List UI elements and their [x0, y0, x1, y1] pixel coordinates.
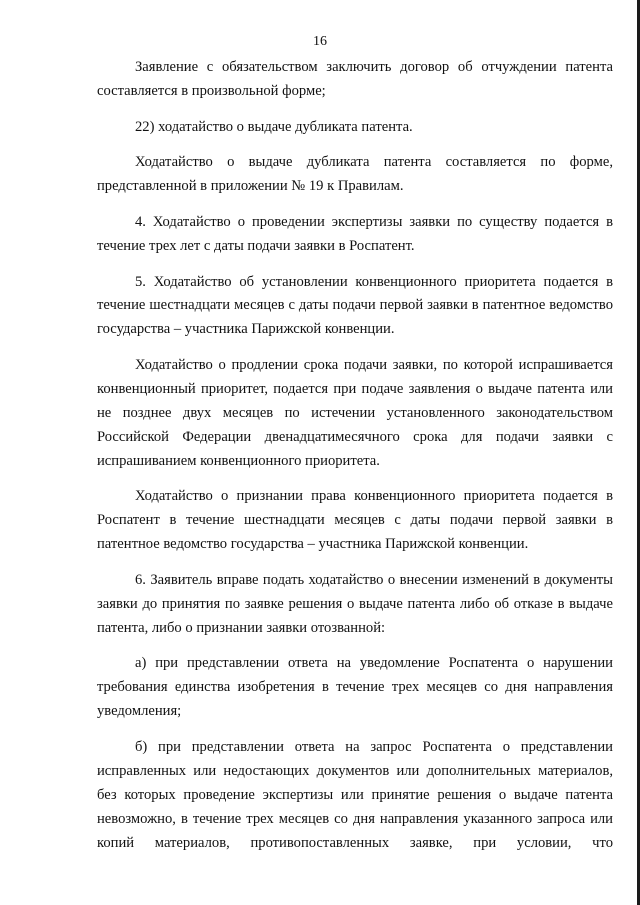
paragraph-4: 4. Ходатайство о проведении экспертизы заявки по существу подается в течение трех лет с даты подачи заявки в Роспатент.: [97, 213, 613, 254]
document-body: [97, 56, 613, 867]
paragraph-8: 6. Заявитель вправе подать ходатайство о внесении изменений в документы заявки до принятия по заявке решения о выдаче патента либо об отказе в выдаче патента, либо о признании заявки отозванной:: [97, 571, 613, 636]
paragraph-1: Заявление с обязательством заключить договор об отчуждении патента составляется в произвольной форме;: [97, 59, 613, 99]
paragraph-6: Ходатайство о продлении срока подачи заявки, по которой испрашивается конвенционный приоритет, подается при подаче заявления о выдаче патента или не позднее двух месяцев по истечении установленного законодательством Российской Федерации двенадцатимесячного срока для подачи заявки с испрашиванием конвенционного приоритета.: [97, 357, 613, 469]
paragraph-9: а) при представлении ответа на уведомление Роспатента о нарушении требования единства изобретения в течение трех месяцев со дня направления уведомления;: [97, 655, 613, 720]
page-number: 16: [313, 34, 327, 49]
paragraph-10: б) при представлении ответа на запрос Роспатента о представлении исправленных или недостающих документов или дополнительных материалов, без которых проведение экспертизы или принятие решения о выдаче патента невозможно, в течение трех месяцев со дня направления указанного запроса или копий материалов, противопоставленных заявке, при условии, что: [97, 738, 613, 851]
paragraph-5: 5. Ходатайство об установлении конвенционного приоритета подается в течение шестнадцати месяцев с даты подачи первой заявки в патентное ведомство государства – участника Парижской конвенции.: [97, 273, 613, 338]
paragraph-2: 22) ходатайство о выдаче дубликата патента.: [135, 118, 413, 135]
paragraph-7: Ходатайство о признании права конвенционного приоритета подается в Роспатент в течение шестнадцати месяцев с даты подачи первой заявки в патентное ведомство государства – участника Парижской конвенции.: [97, 488, 613, 553]
paragraph-3: Ходатайство о выдаче дубликата патента составляется по форме, представленной в приложении № 19 к Правилам.: [97, 154, 613, 195]
